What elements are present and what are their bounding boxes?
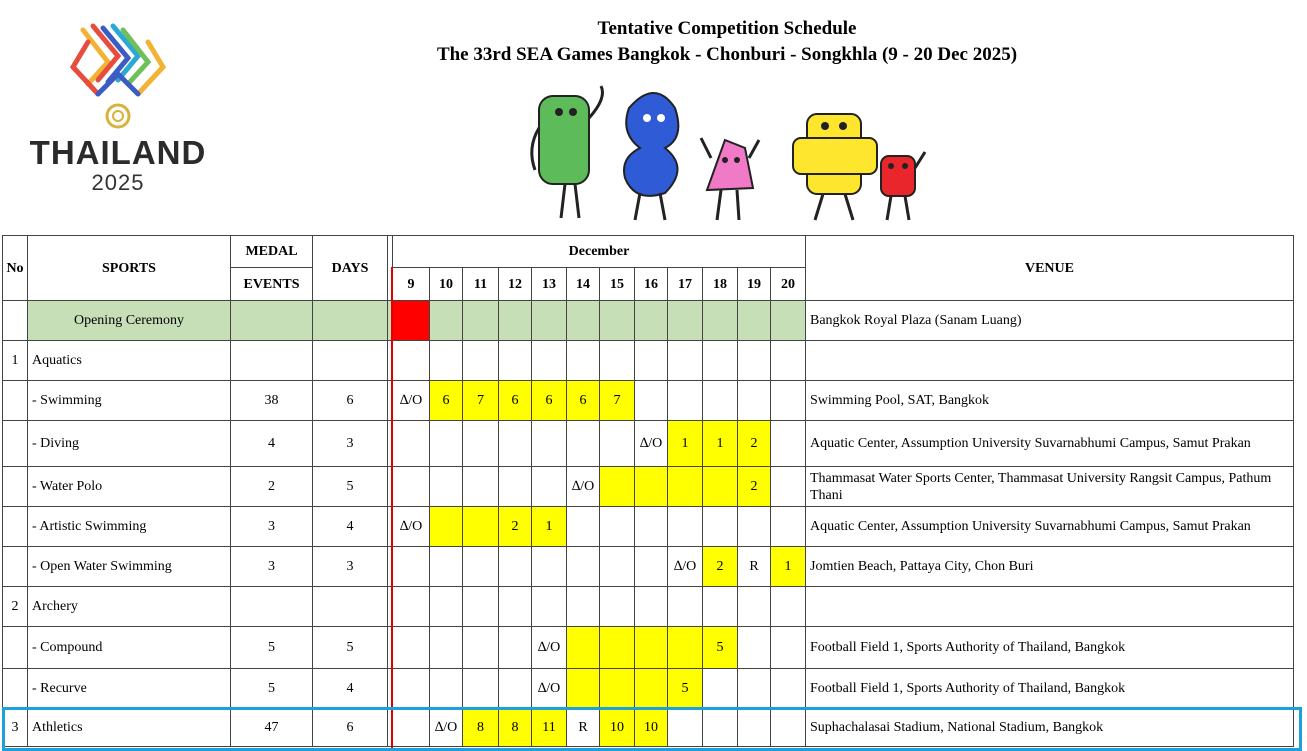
day-cell: 6 bbox=[430, 381, 463, 421]
venue-cell bbox=[806, 341, 1294, 381]
day-cell bbox=[703, 381, 738, 421]
day-cell bbox=[567, 669, 600, 709]
table-row bbox=[3, 507, 1294, 547]
green-mascot-icon bbox=[532, 86, 603, 218]
day-cell: 8 bbox=[463, 709, 499, 747]
table-row bbox=[3, 669, 1294, 709]
day-cell bbox=[393, 669, 430, 709]
row-number bbox=[3, 627, 28, 669]
day-cell bbox=[600, 421, 635, 467]
pink-mascot-icon bbox=[701, 138, 759, 220]
day-cell: 11 bbox=[532, 709, 567, 747]
day-cell bbox=[393, 421, 430, 467]
day-cell bbox=[600, 507, 635, 547]
row-number bbox=[3, 669, 28, 709]
day-cell bbox=[703, 301, 738, 341]
day-cell bbox=[771, 507, 806, 547]
day-cell bbox=[771, 301, 806, 341]
day-cell bbox=[668, 381, 703, 421]
day-cell: 1 bbox=[703, 421, 738, 467]
day-cell bbox=[499, 669, 532, 709]
row-number bbox=[3, 421, 28, 467]
day-cell bbox=[771, 587, 806, 627]
days-count: 3 bbox=[313, 421, 388, 467]
medal-events: 4 bbox=[231, 421, 313, 467]
day-cell bbox=[703, 587, 738, 627]
day-cell bbox=[463, 587, 499, 627]
logo-text: THAILAND bbox=[29, 134, 207, 171]
day-cell bbox=[738, 507, 771, 547]
medal-events: 3 bbox=[231, 507, 313, 547]
day-cell bbox=[738, 587, 771, 627]
day-cell bbox=[532, 301, 567, 341]
day-cell bbox=[600, 467, 635, 507]
sport-name: - Water Polo bbox=[28, 467, 231, 507]
day-cell bbox=[635, 587, 668, 627]
day-header: 16 bbox=[635, 268, 668, 301]
day-cell bbox=[703, 467, 738, 507]
day-cell bbox=[499, 467, 532, 507]
venue-cell: Thammasat Water Sports Center, Thammasat University Rangsit Campus, Pathum Thani bbox=[806, 467, 1294, 507]
yellow-mascot-icon bbox=[793, 114, 877, 220]
day-cell bbox=[738, 627, 771, 669]
day-cell bbox=[635, 669, 668, 709]
day-cell: ∆/O bbox=[532, 669, 567, 709]
day-cell bbox=[532, 341, 567, 381]
day-header: 11 bbox=[463, 268, 499, 301]
day-cell: 1 bbox=[668, 421, 703, 467]
day-cell: ∆/O bbox=[532, 627, 567, 669]
day-cell bbox=[463, 669, 499, 709]
table-row bbox=[3, 341, 1294, 381]
header-events: EVENTS bbox=[231, 268, 313, 301]
day-cell: 5 bbox=[668, 669, 703, 709]
mascots-illustration bbox=[525, 78, 935, 228]
day-cell bbox=[393, 547, 430, 587]
blue-mascot-icon bbox=[624, 93, 678, 220]
day-cell: 7 bbox=[463, 381, 499, 421]
day-cell bbox=[499, 421, 532, 467]
day-cell: 1 bbox=[532, 507, 567, 547]
day-cell bbox=[430, 467, 463, 507]
table-row bbox=[3, 381, 1294, 421]
day-cell: 10 bbox=[635, 709, 668, 747]
day-cell bbox=[499, 627, 532, 669]
day-cell bbox=[567, 547, 600, 587]
medal-events: 38 bbox=[231, 381, 313, 421]
days-count: 5 bbox=[313, 627, 388, 669]
header-no: No bbox=[3, 236, 28, 301]
venue-cell: Aquatic Center, Assumption University Suvarnabhumi Campus, Samut Prakan bbox=[806, 507, 1294, 547]
day-cell bbox=[567, 301, 600, 341]
header-month: December bbox=[393, 236, 806, 268]
medal-events: 3 bbox=[231, 547, 313, 587]
sport-name: - Swimming bbox=[28, 381, 231, 421]
day-cell bbox=[393, 341, 430, 381]
day-cell bbox=[532, 587, 567, 627]
day-cell bbox=[738, 669, 771, 709]
day-cell bbox=[567, 627, 600, 669]
medal-events bbox=[231, 301, 313, 341]
day-cell bbox=[668, 467, 703, 507]
start-date-line bbox=[391, 267, 393, 750]
day-cell: 2 bbox=[499, 507, 532, 547]
venue-cell: Aquatic Center, Assumption University Suvarnabhumi Campus, Samut Prakan bbox=[806, 421, 1294, 467]
medal-events: 5 bbox=[231, 669, 313, 709]
day-cell: R bbox=[738, 547, 771, 587]
day-cell bbox=[532, 467, 567, 507]
day-cell bbox=[771, 421, 806, 467]
medal-events: 5 bbox=[231, 627, 313, 669]
day-header: 13 bbox=[532, 268, 567, 301]
medal-events: 47 bbox=[231, 709, 313, 747]
day-cell bbox=[430, 587, 463, 627]
row-number: 1 bbox=[3, 341, 28, 381]
venue-cell bbox=[806, 587, 1294, 627]
day-header: 12 bbox=[499, 268, 532, 301]
day-cell bbox=[703, 341, 738, 381]
row-selection-highlight bbox=[2, 707, 1302, 751]
day-header: 14 bbox=[567, 268, 600, 301]
day-header: 17 bbox=[668, 268, 703, 301]
day-cell bbox=[668, 627, 703, 669]
day-cell bbox=[463, 341, 499, 381]
day-cell bbox=[463, 301, 499, 341]
table-row bbox=[3, 301, 1294, 341]
day-cell: ∆/O bbox=[393, 381, 430, 421]
medal-events bbox=[231, 587, 313, 627]
venue-cell: Jomtien Beach, Pattaya City, Chon Buri bbox=[806, 547, 1294, 587]
day-cell bbox=[463, 627, 499, 669]
day-header: 19 bbox=[738, 268, 771, 301]
table-row bbox=[3, 421, 1294, 467]
day-cell: ∆/O bbox=[668, 547, 703, 587]
day-cell bbox=[635, 301, 668, 341]
day-cell: 2 bbox=[738, 421, 771, 467]
row-number: 2 bbox=[3, 587, 28, 627]
day-cell bbox=[635, 381, 668, 421]
day-cell bbox=[430, 421, 463, 467]
day-cell bbox=[738, 301, 771, 341]
day-cell: 1 bbox=[771, 547, 806, 587]
row-number bbox=[3, 467, 28, 507]
day-cell: 6 bbox=[532, 381, 567, 421]
day-cell bbox=[771, 467, 806, 507]
day-cell bbox=[771, 627, 806, 669]
header-medal: MEDAL bbox=[231, 236, 313, 268]
day-cell bbox=[463, 467, 499, 507]
day-cell bbox=[430, 341, 463, 381]
day-cell bbox=[635, 627, 668, 669]
day-cell: 2 bbox=[738, 467, 771, 507]
day-cell bbox=[430, 669, 463, 709]
row-number: 3 bbox=[3, 709, 28, 747]
day-cell: ∆/O bbox=[430, 709, 463, 747]
days-count: 3 bbox=[313, 547, 388, 587]
sport-name: - Diving bbox=[28, 421, 231, 467]
day-cell bbox=[499, 547, 532, 587]
venue-cell: Swimming Pool, SAT, Bangkok bbox=[806, 381, 1294, 421]
venue-cell: Football Field 1, Sports Authority of Thailand, Bangkok bbox=[806, 669, 1294, 709]
days-count bbox=[313, 587, 388, 627]
row-number bbox=[3, 547, 28, 587]
days-count bbox=[313, 301, 388, 341]
day-cell: 6 bbox=[499, 381, 532, 421]
day-cell bbox=[600, 669, 635, 709]
day-cell bbox=[600, 587, 635, 627]
thailand-2025-logo bbox=[28, 22, 208, 194]
day-cell bbox=[600, 301, 635, 341]
day-cell: 8 bbox=[499, 709, 532, 747]
sport-name: Archery bbox=[28, 587, 231, 627]
day-cell bbox=[499, 587, 532, 627]
day-cell bbox=[668, 587, 703, 627]
logo-emblem-icon bbox=[28, 22, 208, 134]
days-count: 4 bbox=[313, 669, 388, 709]
sport-name: - Open Water Swimming bbox=[28, 547, 231, 587]
red-mascot-icon bbox=[881, 152, 925, 220]
day-cell bbox=[499, 301, 532, 341]
day-cell bbox=[393, 627, 430, 669]
header-venue: VENUE bbox=[806, 236, 1294, 301]
day-cell: R bbox=[567, 709, 600, 747]
day-cell bbox=[668, 507, 703, 547]
day-cell bbox=[393, 467, 430, 507]
day-cell bbox=[738, 381, 771, 421]
days-count: 6 bbox=[313, 709, 388, 747]
schedule-table bbox=[2, 235, 1294, 747]
row-number bbox=[3, 301, 28, 341]
day-header: 9 bbox=[393, 268, 430, 301]
day-cell bbox=[635, 547, 668, 587]
day-cell bbox=[430, 301, 463, 341]
sport-name: Aquatics bbox=[28, 341, 231, 381]
table-row bbox=[3, 587, 1294, 627]
day-cell: 2 bbox=[703, 547, 738, 587]
day-cell bbox=[463, 507, 499, 547]
day-cell bbox=[738, 341, 771, 381]
table-row bbox=[3, 467, 1294, 507]
sport-name: - Artistic Swimming bbox=[28, 507, 231, 547]
day-cell bbox=[635, 341, 668, 381]
day-cell bbox=[567, 507, 600, 547]
day-cell bbox=[635, 467, 668, 507]
day-cell bbox=[668, 301, 703, 341]
day-cell bbox=[567, 587, 600, 627]
venue-cell: Suphachalasai Stadium, National Stadium, Bangkok bbox=[806, 709, 1294, 747]
sport-name: Athletics bbox=[28, 709, 231, 747]
day-cell bbox=[532, 547, 567, 587]
day-cell: ∆/O bbox=[567, 467, 600, 507]
day-cell bbox=[463, 547, 499, 587]
day-header: 10 bbox=[430, 268, 463, 301]
table-row bbox=[3, 627, 1294, 669]
day-cell: 6 bbox=[567, 381, 600, 421]
days-count bbox=[313, 341, 388, 381]
logo-year: 2025 bbox=[91, 170, 145, 195]
day-cell: 10 bbox=[600, 709, 635, 747]
day-cell bbox=[771, 341, 806, 381]
header-days: DAYS bbox=[313, 236, 388, 301]
table-row bbox=[3, 547, 1294, 587]
day-cell bbox=[600, 627, 635, 669]
row-number bbox=[3, 381, 28, 421]
day-cell bbox=[668, 341, 703, 381]
page-title: Tentative Competition Schedule bbox=[597, 18, 857, 39]
day-cell bbox=[703, 669, 738, 709]
day-cell bbox=[771, 381, 806, 421]
day-cell bbox=[463, 421, 499, 467]
day-cell: 7 bbox=[600, 381, 635, 421]
day-cell bbox=[600, 547, 635, 587]
sport-name: - Recurve bbox=[28, 669, 231, 709]
day-cell bbox=[430, 547, 463, 587]
header-sports: SPORTS bbox=[28, 236, 231, 301]
day-cell bbox=[393, 301, 430, 341]
day-cell bbox=[567, 421, 600, 467]
days-count: 5 bbox=[313, 467, 388, 507]
sport-name: - Compound bbox=[28, 627, 231, 669]
venue-cell: Football Field 1, Sports Authority of Thailand, Bangkok bbox=[806, 627, 1294, 669]
days-count: 6 bbox=[313, 381, 388, 421]
row-number bbox=[3, 507, 28, 547]
day-cell bbox=[567, 341, 600, 381]
medal-events bbox=[231, 341, 313, 381]
sport-name: Opening Ceremony bbox=[28, 301, 231, 341]
day-header: 20 bbox=[771, 268, 806, 301]
day-cell bbox=[703, 507, 738, 547]
day-cell bbox=[430, 507, 463, 547]
day-cell bbox=[771, 669, 806, 709]
day-header: 18 bbox=[703, 268, 738, 301]
day-cell bbox=[532, 421, 567, 467]
day-cell bbox=[430, 627, 463, 669]
day-cell: 5 bbox=[703, 627, 738, 669]
day-cell bbox=[499, 341, 532, 381]
medal-events: 2 bbox=[231, 467, 313, 507]
day-header: 15 bbox=[600, 268, 635, 301]
venue-cell: Bangkok Royal Plaza (Sanam Luang) bbox=[806, 301, 1294, 341]
day-cell: ∆/O bbox=[635, 421, 668, 467]
day-cell bbox=[635, 507, 668, 547]
day-cell bbox=[600, 341, 635, 381]
page-subtitle: The 33rd SEA Games Bangkok - Chonburi - Songkhla (9 - 20 Dec 2025) bbox=[436, 44, 1018, 65]
days-count: 4 bbox=[313, 507, 388, 547]
day-cell bbox=[393, 587, 430, 627]
day-cell: ∆/O bbox=[393, 507, 430, 547]
